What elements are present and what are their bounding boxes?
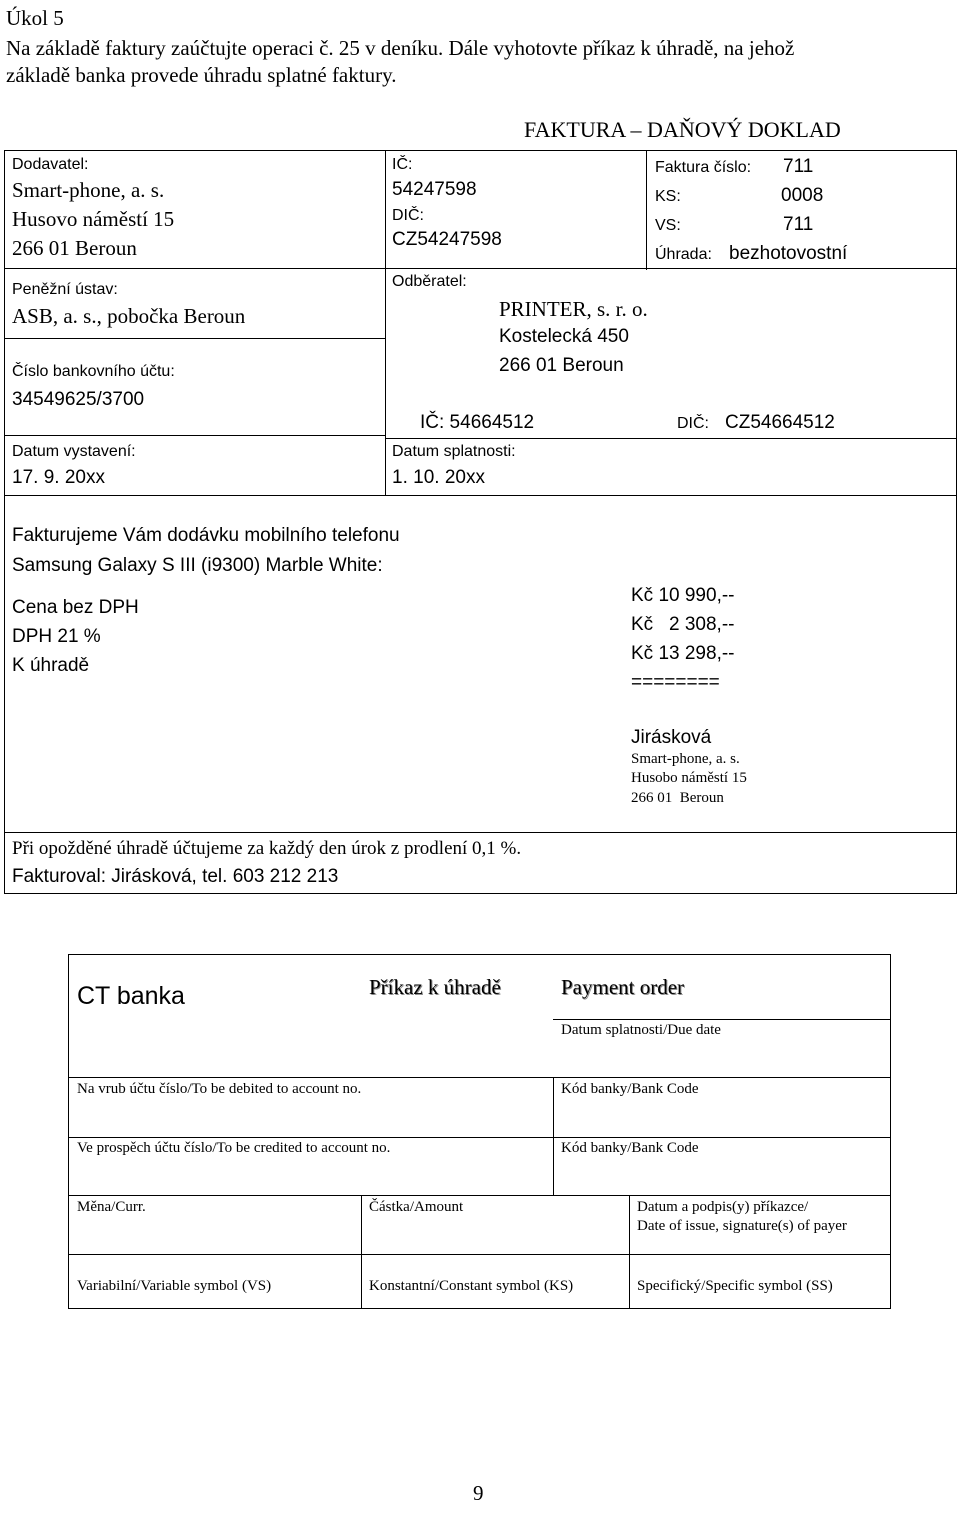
task-text-line-1: Na základě faktury zaúčtujte operaci č. 25 v deníku. Dále vyhotovte příkaz k úhradě, na jehož	[6, 36, 795, 60]
supplier-city: 266 01 Beroun	[12, 236, 137, 260]
payment-order-title-cz: Příkaz k úhradě	[369, 975, 501, 999]
account-value: 34549625/3700	[12, 389, 145, 410]
customer-ic: IČ: 54664512	[420, 412, 535, 433]
credit-account-field[interactable]: Ve prospěch účtu číslo/To be credited to account no.	[77, 1140, 391, 1156]
account-label: Číslo bankovního účtu:	[12, 363, 175, 380]
supplier-ic-label: IČ:	[392, 156, 413, 173]
due-date-label: Datum splatnosti:	[392, 443, 516, 460]
currency-field[interactable]: Měna/Curr.	[77, 1199, 146, 1215]
supplier-label: Dodavatel:	[12, 156, 89, 173]
vs-value: 711	[783, 214, 814, 235]
payment-value: bezhotovostní	[729, 243, 848, 264]
supplier-dic-label: DIČ:	[392, 207, 424, 224]
customer-street: Kostelecká 450	[499, 326, 629, 347]
supplier-name: Smart-phone, a. s.	[12, 178, 165, 202]
supplier-street: Husovo náměstí 15	[12, 207, 175, 231]
body-line-1: Fakturujeme Vám dodávku mobilního telefonu	[12, 525, 400, 546]
ks-value: 0008	[781, 185, 824, 206]
invoice-number-value: 711	[783, 156, 814, 177]
amount-field[interactable]: Částka/Amount	[369, 1199, 464, 1215]
task-text-line-2: základě banka provede úhradu splatné faktury.	[6, 63, 397, 87]
signature-street: Husobo náměstí 15	[631, 770, 747, 786]
price-label: Cena bez DPH	[12, 597, 139, 618]
body-line-2: Samsung Galaxy S III (i9300) Marble White:	[12, 555, 383, 576]
vat-label: DPH 21 %	[12, 626, 101, 647]
bank-value: ASB, a. s., pobočka Beroun	[12, 304, 246, 328]
issue-date-value: 17. 9. 20xx	[12, 467, 105, 488]
total-label: K úhradě	[12, 655, 90, 676]
customer-dic-value: CZ54664512	[725, 412, 835, 433]
credit-bank-code-field[interactable]: Kód banky/Bank Code	[561, 1140, 699, 1156]
debit-account-field[interactable]: Na vrub účtu číslo/To be debited to account no.	[77, 1081, 362, 1097]
late-payment-note: Při opožděné úhradě účtujeme za každý den úrok z prodlení 0,1 %.	[12, 838, 522, 859]
customer-city: 266 01 Beroun	[499, 355, 624, 376]
total-rule: ========	[631, 672, 720, 693]
debit-bank-code-field[interactable]: Kód banky/Bank Code	[561, 1081, 699, 1097]
task-title: Úkol 5	[6, 6, 64, 30]
payment-label: Úhrada:	[655, 246, 712, 263]
issue-signature-field-line-1[interactable]: Datum a podpis(y) příkazce/	[637, 1199, 809, 1215]
signature-name: Jirásková	[631, 727, 712, 748]
issue-signature-field-line-2[interactable]: Date of issue, signature(s) of payer	[637, 1218, 847, 1234]
ks-field[interactable]: Konstantní/Constant symbol (KS)	[369, 1278, 574, 1294]
page-number: 9	[473, 1481, 484, 1505]
supplier-ic-value: 54247598	[392, 179, 477, 200]
vat-value: Kč 2 308,--	[631, 614, 735, 635]
ks-label: KS:	[655, 188, 681, 205]
price-value: Kč 10 990,--	[631, 585, 735, 606]
customer-name: PRINTER, s. r. o.	[499, 297, 648, 321]
supplier-dic-value: CZ54247598	[392, 229, 502, 250]
vs-label: VS:	[655, 217, 681, 234]
invoice-number-label: Faktura číslo:	[655, 159, 752, 176]
signature-company: Smart-phone, a. s.	[631, 751, 740, 767]
signature-city: 266 01 Beroun	[631, 790, 724, 806]
customer-dic-label: DIČ:	[677, 415, 709, 432]
invoice-heading: FAKTURA – DAŇOVÝ DOKLAD	[524, 117, 841, 142]
bank-name: CT banka	[77, 982, 185, 1010]
bank-label: Peněžní ústav:	[12, 281, 118, 298]
issue-date-label: Datum vystavení:	[12, 443, 136, 460]
ss-field[interactable]: Specifický/Specific symbol (SS)	[637, 1278, 833, 1294]
issued-by: Fakturoval: Jirásková, tel. 603 212 213	[12, 866, 339, 887]
total-value: Kč 13 298,--	[631, 643, 735, 664]
due-date-field[interactable]: Datum splatnosti/Due date	[561, 1022, 721, 1038]
customer-label: Odběratel:	[392, 273, 467, 290]
vs-field[interactable]: Variabilní/Variable symbol (VS)	[77, 1278, 272, 1294]
due-date-value: 1. 10. 20xx	[392, 467, 485, 488]
payment-order-title-en: Payment order	[561, 975, 685, 999]
